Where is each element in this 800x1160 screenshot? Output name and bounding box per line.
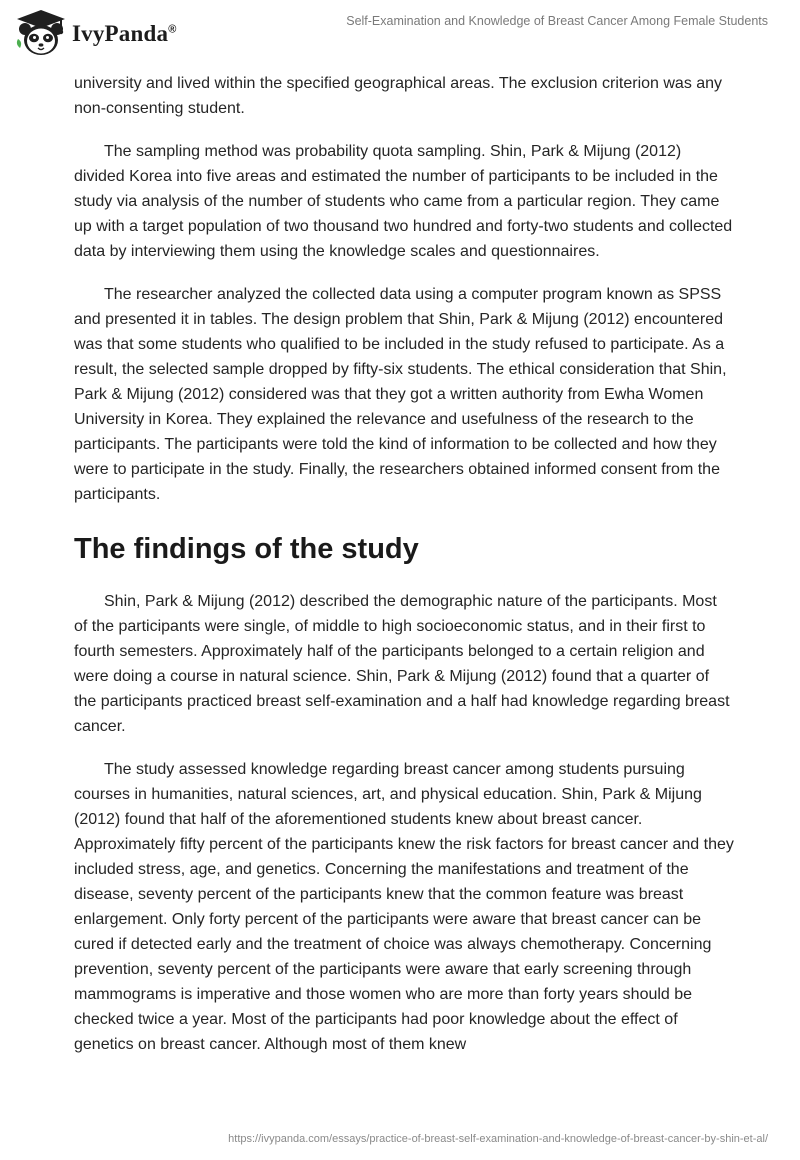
section-heading-findings: The findings of the study xyxy=(74,533,419,565)
paragraph-continued: university and lived within the specified geographical areas. The exclusion criterion was any non-consenting student. xyxy=(74,75,723,117)
brand-name: IvyPanda® xyxy=(72,21,177,46)
registered-mark: ® xyxy=(168,23,177,36)
paragraph-knowledge: The study assessed knowledge regarding breast cancer among students pursuing courses in humanities, natural sciences, art, and physical education. Shin, Park & Mijung (2012) found that half of the aforementioned students knew about breast cancer. Approximately fifty percent of the participants knew the risk factors for breast cancer and they included stress, age, and genetics. Concerning the manifestations and treatment of the disease, seventy percent of the participants knew that the common feature was breast enlargement. Only forty percent of the participants were aware that breast cancer can be cured if detected early and the treatment of choice was always chemotherapy. Concerning prevention, seventy percent of the participants were aware that early screening through mammograms is imperative and those women who are more than forty years should be checked twice a year. Most of the participants had poor knowledge about the effect of genetics on breast cancer. Although most of them knew xyxy=(74,761,734,1053)
paragraph-sampling: The sampling method was probability quota sampling. Shin, Park & Mijung (2012) divided Korea into five areas and estimated the number of participants to be included in the study via analysis of the number of students who came from a particular region. They came up with a target population of two thousand two hundred and forty-two students and collected data by interviewing them using the knowledge scales and questionnaires. xyxy=(74,143,733,260)
ivypanda-logo[interactable] xyxy=(12,8,177,58)
page-header xyxy=(0,0,800,64)
essay-content xyxy=(74,71,734,1075)
paragraph-demographics: Shin, Park & Mijung (2012) described the demographic nature of the participants. Most of the participants were single, of middle to high socioeconomic status, and in their first to fourth semesters. Approximately half of the participants belonged to a certain religion and were doing a course in natural science. Shin, Park & Mijung (2012) found that a quarter of the participants practiced breast self-examination and a half had knowledge regarding breast cancer. xyxy=(74,593,730,735)
panda-graduate-icon xyxy=(12,8,70,58)
document-title: Self-Examination and Knowledge of Breast Cancer Among Female Students xyxy=(346,14,768,28)
source-url[interactable]: https://ivypanda.com/essays/practice-of-breast-self-examination-and-knowledge-of-breast-cancer-by-shin-et-al/ xyxy=(228,1133,768,1145)
paragraph-analysis: The researcher analyzed the collected data using a computer program known as SPSS and presented it in tables. The design problem that Shin, Park & Mijung (2012) encountered was that some students who qualified to be included in the study refused to participate. As a result, the selected sample dropped by fifty-six students. The ethical consideration that Shin, Park & Mijung (2012) considered was that they got a written authority from Ewha Women University in Korea. They explained the relevance and usefulness of the research to the participants. The participants were told the kind of information to be collected and how they were to participate in the study. Finally, the researchers obtained informed consent from the participants. xyxy=(74,286,727,503)
